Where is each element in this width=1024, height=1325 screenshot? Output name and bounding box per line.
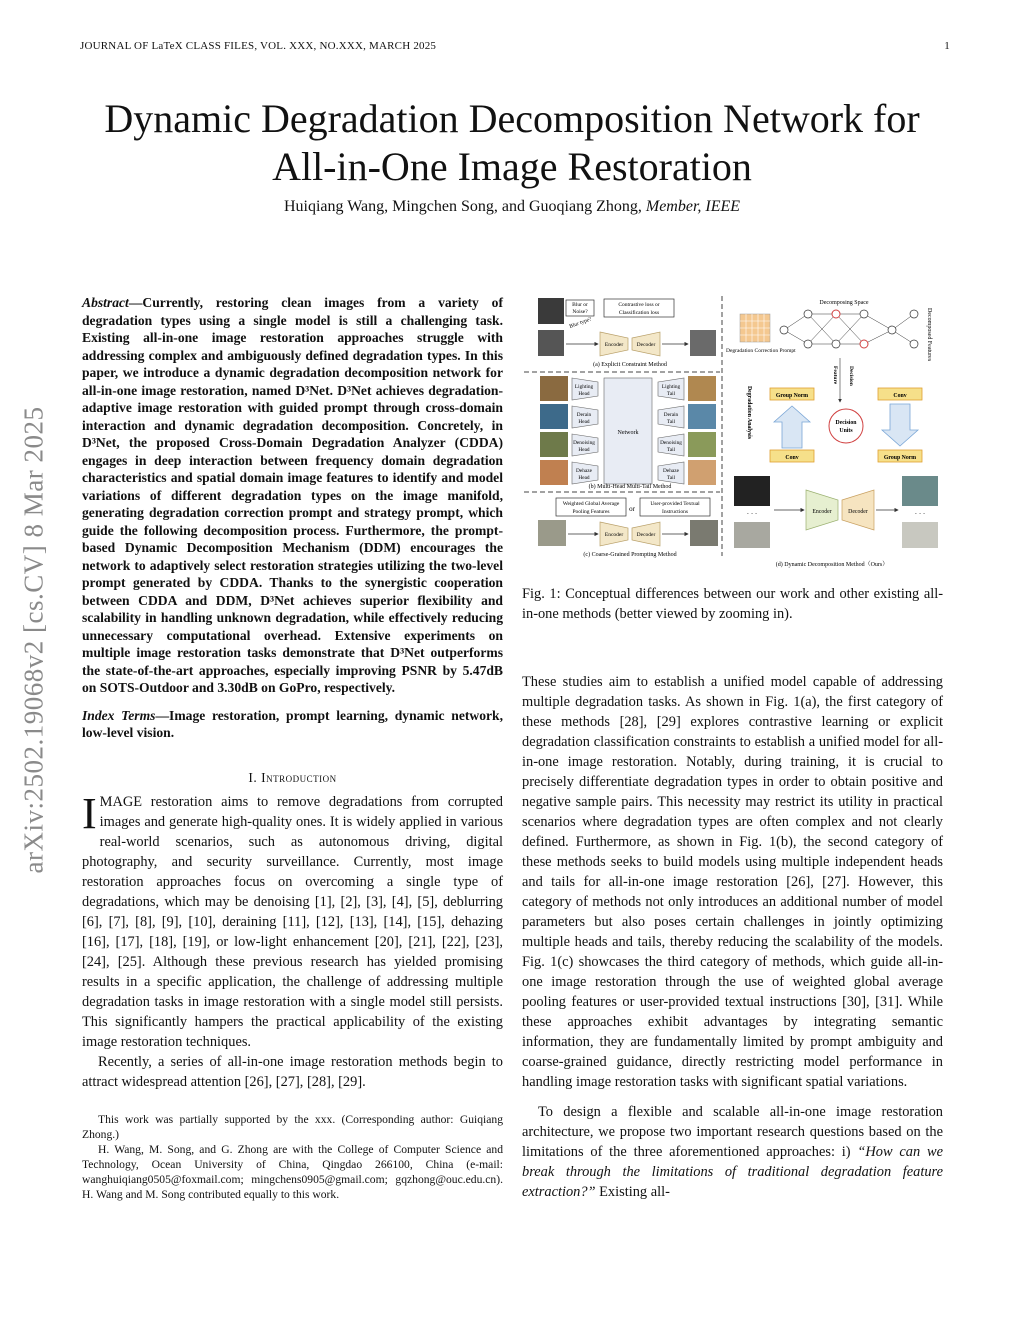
node-active — [860, 340, 868, 348]
denoising-head: Denoising — [573, 440, 595, 446]
network-label: Network — [617, 430, 639, 436]
input-image — [540, 460, 568, 485]
panel-a — [538, 298, 716, 368]
ellipsis: · · · — [746, 510, 758, 518]
down-arrow — [882, 404, 918, 446]
title-line-2: All-in-One Image Restoration — [272, 144, 752, 189]
decision-label: Decision — [848, 366, 854, 386]
output-image — [688, 376, 716, 401]
input-image — [734, 522, 770, 548]
dropcap: I — [82, 788, 97, 838]
section-numeral: I. — [248, 769, 258, 785]
group-norm-label: Group Norm — [775, 393, 809, 399]
dehaze-head: Dehaze — [576, 468, 592, 474]
noise-text: Noise? — [572, 309, 588, 315]
derain-head-2: Head — [578, 419, 590, 425]
lighting-tail: Lighting — [661, 384, 681, 390]
instruction-line-1: User-provided Textual — [650, 501, 700, 507]
conv-label: Conv — [893, 393, 907, 399]
decoder-label: Decoder — [636, 342, 656, 348]
panel-c-caption: (c) Coarse-Grained Prompting Method — [583, 552, 677, 558]
encoder-label: Encoder — [812, 509, 832, 515]
footnotes — [82, 1112, 503, 1202]
pooling-line-2: Pooling Features — [572, 509, 610, 515]
abstract — [82, 294, 503, 697]
p2-end: Existing all- — [595, 1184, 670, 1200]
instruction-line-2: Instructions — [662, 509, 688, 515]
abstract-label: Abstract — [82, 295, 129, 310]
dehaze-tail: Dehaze — [663, 468, 679, 474]
right-column — [522, 294, 943, 1202]
intro-p1-text: MAGE restoration aims to remove degradations from corrupted images and generate high-quality ones. It is widely applied in various real-world scenarios, such as autonomous driving, digital photography, and security surveillance. Currently, most image restoration approaches focus on overcoming a single type of degradations, which may be denoising [1], [2], [3], [4], [5], deblurring [6], [7], [8], [9], [10], deraining [11], [12], [13], [14], [15], dehazing [16], [17], [18], [19], or low-light enhancement [20], [21], [22], [23], [24], [25]. Although these previous research has yielded promising results in a specific application, the challenge of addressing multiple degradation tasks in image restoration with a single model still persists. This significantly hampers the practical applicability of the existing image restoration techniques. — [82, 793, 503, 1050]
section-heading — [82, 770, 503, 786]
node — [832, 340, 840, 348]
output-image — [688, 460, 716, 485]
feature-label: Feature — [832, 366, 838, 385]
loss-line-1: Contrastive loss or — [618, 302, 660, 308]
journal-name: JOURNAL OF LaTeX CLASS FILES, VOL. XXX, NO.XXX, MARCH 2025 — [80, 40, 437, 52]
loss-line-2: Classification loss — [618, 310, 660, 316]
dehaze-tail-2: Tail — [666, 475, 676, 481]
decomposed-features-label: Decomposed Features — [926, 308, 932, 362]
lighting-head-2: Head — [578, 391, 590, 397]
node-active — [832, 310, 840, 318]
intro-paragraph-1 — [82, 788, 503, 1052]
output-image — [902, 522, 938, 548]
arxiv-id: arXiv:2502.19068v2 [cs.CV] 8 Mar 2025 — [18, 406, 49, 874]
blur-type-text: Blur type? — [568, 316, 593, 330]
node — [780, 326, 788, 334]
derain-tail-2: Tail — [666, 419, 676, 425]
panel-a-caption: (a) Explicit Constraint Method — [593, 362, 667, 368]
author-membership: Member, IEEE — [645, 198, 741, 215]
correction-prompt-grid — [740, 314, 770, 342]
dcp-label: Degradation Correction Prompt — [726, 348, 796, 354]
input-image — [538, 298, 564, 324]
abstract-text: —Currently, restoring clean images from a variety of degradation types using a single model is still a challenging task. Existing all-in-one image restoration approaches struggle with addressing complex and ambiguously defined degradation types. In this paper, we introduce a dynamic degradation decomposition network for all-in-one image restoration, named D³Net. D³Net achieves degradation-adaptive image restoration with guided prompt through cross-domain interaction and dynamic degradation decomposition. Concretely, in D³Net, the proposed Cross-Domain Degradation Analyzer (CDDA) engages in deep interaction between frequency domain degradation characteristics and spatial domain image features to identify and model variations of different degradation types on the image manifold, generating degradation correction prompt and strategy prompt, which guide the following decomposition process. Furthermore, the prompt-based Dynamic Decomposition Mechanism (DDM) encourages the network to adaptively select restoration strategies utilizing the two-level prompt generated by CDDA. Thanks to the synergistic cooperation between CDDA and DDM, D³Net achieves superior flexibility and scalability in handling unknown degradation, while effectively reducing unnecessary computational overhead. Extensive experiments on multiple image restoration tasks demonstrate that D³Net outperforms the state-of-the-art approaches, especially improving PSNR by 5.47dB on SOTS-Outdoor and 3.30dB on GoPro, respectively. — [82, 295, 503, 695]
decoder-label: Decoder — [848, 509, 868, 515]
denoising-head-2: Head — [578, 447, 590, 453]
input-image — [538, 330, 564, 356]
output-image — [688, 404, 716, 429]
input-image — [538, 520, 566, 546]
degradation-analysis-label: Degradation Analysis — [746, 386, 752, 439]
decomposing-space-label: Decomposing Space — [819, 300, 869, 306]
or-text: or — [629, 505, 635, 513]
figure-1 — [522, 294, 943, 574]
index-terms — [82, 707, 503, 742]
decision-units-line-1: Decision — [835, 420, 857, 426]
panel-d-caption: (d) Dynamic Decomposition Method（Ours） — [775, 562, 889, 568]
title-line-1: Dynamic Degradation Decomposition Network for — [104, 96, 920, 141]
dehaze-head-2: Head — [578, 475, 590, 481]
input-image — [540, 404, 568, 429]
arxiv-sidebar — [14, 350, 54, 930]
group-norm-label: Group Norm — [883, 455, 917, 461]
decision-units-line-2: Units — [839, 428, 853, 434]
input-image — [734, 476, 770, 506]
up-arrow — [774, 406, 810, 448]
derain-tail: Derain — [663, 412, 679, 418]
input-image — [540, 376, 568, 401]
page-number: 1 — [944, 40, 950, 52]
input-image — [540, 432, 568, 457]
decision-units — [829, 409, 863, 443]
index-terms-label: Index Terms — [82, 707, 156, 723]
blur-or-text: Blur or — [572, 302, 588, 308]
panel-b-caption: (b) Multi-Head Multi-Tail Method — [588, 484, 672, 490]
denoising-tail-2: Tail — [666, 447, 676, 453]
lighting-head: Lighting — [574, 384, 594, 390]
derain-head: Derain — [576, 412, 592, 418]
panel-c — [538, 498, 718, 558]
encoder-label: Encoder — [604, 532, 624, 538]
output-image — [902, 476, 938, 506]
node — [910, 310, 918, 318]
index-terms-text: —Image restoration, prompt learning, dynamic network, low-level vision. — [82, 707, 504, 740]
node — [860, 310, 868, 318]
figure-caption: Fig. 1: Conceptual differences between our work and other existing all-in-one methods (better viewed by zooming in). — [522, 586, 943, 622]
author-names: Huiqiang Wang, Mingchen Song, and Guoqiang Zhong, — [283, 198, 642, 215]
ellipsis: · · · — [914, 510, 926, 518]
footnote-funding: This work was partially supported by the xxx. (Corresponding author: Guiqiang Zhong.) — [82, 1112, 503, 1141]
section-title: Introduction — [261, 769, 337, 785]
panel-b — [540, 376, 716, 490]
footnote-affiliation: H. Wang, M. Song, and G. Zhong are with the College of Computer Science and Technology, Ocean University of China, Qingdao 266100, China (e-mail: wanghuiqiang0505@foxmail.com; mingchens0905@gmail.com; gqzhong@ouc.edu.cn). H. Wang and M. Song contributed equally to this work. — [82, 1142, 503, 1201]
output-image — [690, 520, 718, 546]
research-question-1: “How can we break through the limitations of traditional degradation feature extraction?” — [522, 1144, 943, 1200]
p2-start: To design a flexible and scalable all-in-one image restoration architecture, we propose two important research questions based on the limitations of the three aforementioned approaches: i) — [522, 1104, 943, 1160]
node — [910, 340, 918, 348]
panel-d — [726, 300, 938, 568]
intro-paragraph-2: Recently, a series of all-in-one image restoration methods begin to attract widespread attention [26], [27], [28], [29]. — [82, 1053, 503, 1090]
figure-1-diagram — [522, 294, 943, 574]
node — [888, 326, 896, 334]
output-image — [688, 432, 716, 457]
left-column — [82, 294, 503, 1202]
node — [804, 310, 812, 318]
node — [804, 340, 812, 348]
output-image — [690, 330, 716, 356]
conv-label: Conv — [785, 455, 799, 461]
paper-title — [40, 95, 984, 191]
lighting-tail-2: Tail — [666, 391, 676, 397]
right-paragraph-2 — [522, 1102, 943, 1202]
author-list — [40, 198, 984, 216]
running-header — [80, 40, 950, 52]
pooling-line-1: Weighted Global Average — [562, 501, 620, 507]
encoder-label: Encoder — [604, 342, 624, 348]
denoising-tail: Denoising — [660, 440, 682, 446]
decoder-label: Decoder — [636, 532, 656, 538]
right-paragraph-1: These studies aim to establish a unified model capable of addressing multiple degradation tasks. As shown in Fig. 1(a), the first category of these methods [28], [29] explores contrastive learning or explicit degradation classification constraints to establish a unified model for all-in-one image restoration. Notably, during training, it is crucial to precisely differentiate degradation types in order to obtain positive and negative sample pairs. This necessity may restrict its utility in practical scenarios where degradation types are often complex and not clearly defined. Furthermore, as shown in Fig. 1(b), the second category of these methods seeks to build models using multiple independent heads and tails for all-in-one image restoration [26], [27]. However, this category of methods not only introduces an additional number of model parameters but also poses certain challenges in jointly optimizing multiple heads and tails, thereby reducing the scalability of the models. Fig. 1(c) showcases the third category of methods, which guide all-in-one image restoration through the use of weighted global average pooling features or user-provided textual instructions [30], [31]. While these approaches exhibit advantages by integrating semantic information, they are fundamentally limited by prompt ambiguity and coarse-grained guidance, directly restricting model performance in handling image restoration tasks with significant spatial variations. — [522, 674, 943, 1090]
